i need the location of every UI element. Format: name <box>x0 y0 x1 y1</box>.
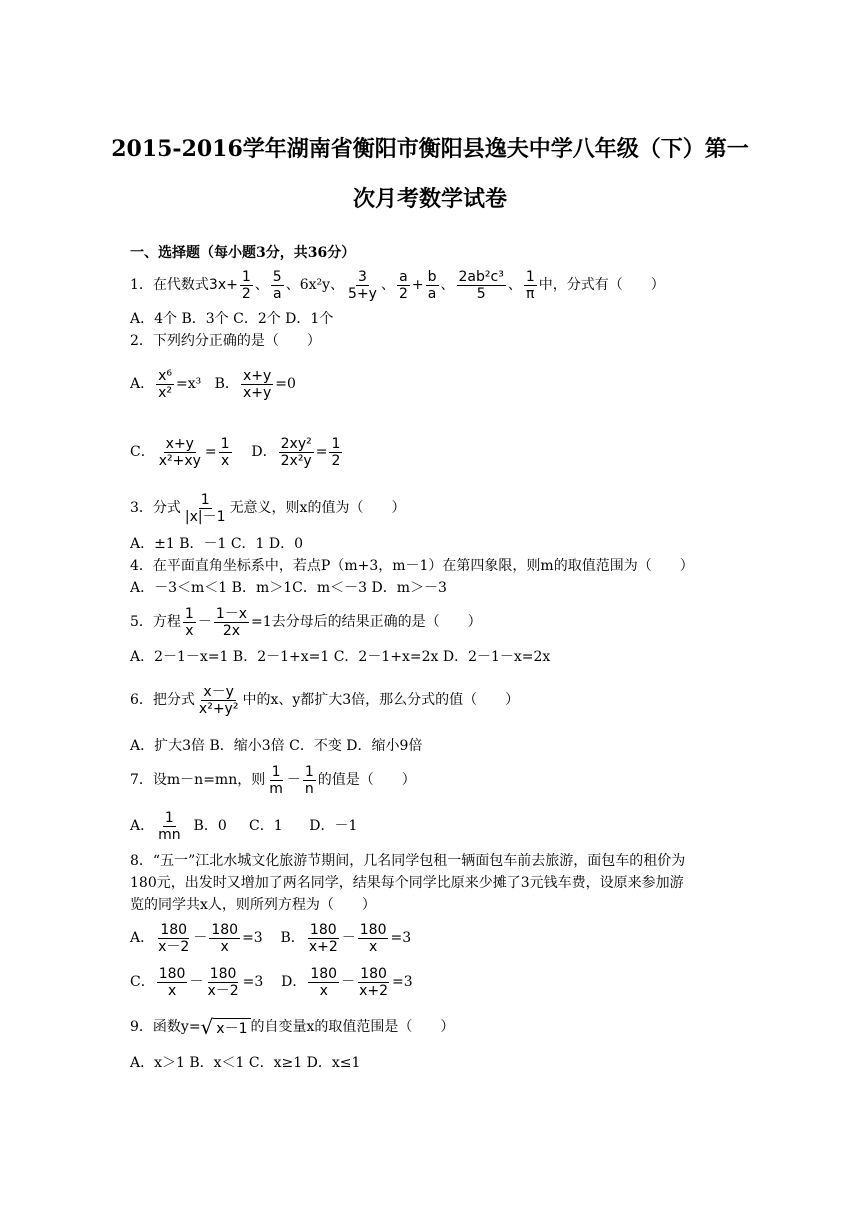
question-6: 6．把分式 $\frac{x-y}{\text{x²+y²}}$ 中的x、y都扩大3倍，那么分式的值（ ） <box>130 683 520 717</box>
section-heading: 一、选择题（每小题3分，共36分） <box>130 245 356 261</box>
q2-stem: 2．下列约分正确的是（ ） <box>130 333 321 349</box>
question-5: 5．方程 $\frac{1}{x}$ － $\frac{1-x}{2x}$ =1去分母后的结果正确的是（ ） <box>130 605 482 639</box>
exam-title-line1: 2015-2016学年湖南省衡阳市衡阳县逸夫中学八年级（下）第一 <box>111 136 749 162</box>
q1-options: A．4个 B．3个 C．2个 D．1个 <box>130 311 334 327</box>
q1-frac4b: $\frac{b}{a}$ <box>427 268 437 302</box>
q6-frac: $\frac{x-y}{\text{x²+y²}}$ <box>198 683 239 717</box>
q8-row-cd: C． $\frac{180}{x}$ － $\frac{180}{x-2}$ =3 D． $\frac{180}{x}$ － $\frac{180}{x+2}$ =3 <box>130 965 413 999</box>
q5-frac1: $\frac{1}{x}$ <box>184 605 194 639</box>
question-9: 9．函数y= √ x－1 的自变量x的取值范围是（ ） <box>130 1014 455 1039</box>
q2-row-ab: A． $\frac{\text{x⁶}}{\text{x²}}$ =x³ B． $\frac{x+y}{x+y}$ =0 <box>130 367 296 401</box>
q8-row-ab: A． $\frac{180}{x-2}$ － $\frac{180}{x}$ =3 B． $\frac{180}{x+2}$ － $\frac{180}{x}$ =3 <box>130 921 412 955</box>
q2-c-rhs: $\frac{1}{x}$ <box>220 435 230 469</box>
q1-frac3: $\frac{3}{5+y}$ <box>348 268 377 302</box>
q7-a-frac: $\frac{1}{mn}$ <box>158 809 181 843</box>
q2-b-frac: $\frac{x+y}{x+y}$ <box>242 367 272 401</box>
q2-row-cd: C． $\frac{x+y}{\text{x²+xy}}$ = $\frac{1}{x}$ D． $\frac{\text{2xy²}}{\text{2x²y}}$ = $\frac{1}{2}$ <box>130 435 341 469</box>
q9-options: A．x＞1 B．x＜1 C．x≥1 D．x≤1 <box>130 1055 361 1071</box>
q5-options: A．2－1－x=1 B．2－1+x=1 C．2－1+x=2x D．2－1－x=2x <box>130 649 551 665</box>
q3-frac: $\frac{1}{|x|-1}$ <box>184 491 226 525</box>
exam-title-line2: 次月考数学试卷 <box>352 186 507 212</box>
q2-d-rhs: $\frac{1}{2}$ <box>331 435 341 469</box>
question-3: 3．分式 $\frac{1}{|x|-1}$ 无意义，则x的值为（ ） <box>130 491 406 525</box>
question-1: 1．在代数式3x+ $\frac{1}{2}$ 、 $\frac{5}{a}$ 、6x²y、 $\frac{3}{5+y}$ 、 $\frac{a}{2}$ + $\frac{b}{a}$ 、 $\frac{\text{2ab²c³}}{5}$ 、 $\frac{1}{\pi}$ 中，分式有（ ） <box>130 268 665 302</box>
q1-prefix: 1．在代数式 <box>130 277 209 293</box>
question-7: 7．设m－n=mn，则 $\frac{1}{m}$ － $\frac{1}{n}$ 的值是（ ） <box>130 763 416 797</box>
q1-frac1: $\frac{1}{2}$ <box>241 268 251 302</box>
q1-expr1: 3x+ <box>208 277 238 293</box>
q8-line1: 8．“五一”江北水城文化旅游节期间，几名同学包租一辆面包车前去旅游，面包车的租价为 <box>130 853 686 869</box>
q1-tail: 中，分式有（ ） <box>538 277 665 293</box>
q7-frac1: $\frac{1}{m}$ <box>269 763 283 797</box>
q7-frac2: $\frac{1}{n}$ <box>304 763 314 797</box>
q4-options: A．－3＜m＜1 B．m＞1C．m＜－3 D．m＞－3 <box>130 580 447 596</box>
q6-options: A．扩大3倍 B．缩小3倍 C．不变 D．缩小9倍 <box>130 738 423 754</box>
q3-options: A．±1 B．－1 C．1 D．0 <box>130 536 304 552</box>
q1-frac4a: $\frac{a}{2}$ <box>398 268 408 302</box>
q8-line2: 180元，出发时又增加了两名同学，结果每个同学比原来少摊了3元钱车费，设原来参加游 <box>130 875 684 891</box>
q8-line3: 览的同学共x人，则所列方程为（ ） <box>130 897 376 913</box>
q2-a-frac: $\frac{\text{x⁶}}{\text{x²}}$ <box>158 367 173 401</box>
q1-frac2: $\frac{5}{a}$ <box>272 268 282 302</box>
q2-c-frac: $\frac{x+y}{\text{x²+xy}}$ <box>158 435 201 469</box>
q2-d-frac: $\frac{\text{2xy²}}{\text{2x²y}}$ <box>280 435 312 469</box>
q9-sqrt: √ x－1 <box>201 1016 251 1039</box>
q1-frac5: $\frac{\text{2ab²c³}}{5}$ <box>458 268 504 302</box>
q5-frac2: $\frac{1-x}{2x}$ <box>215 605 248 639</box>
q7-options: A． $\frac{1}{mn}$ B．0 C．1 D．－1 <box>130 809 358 843</box>
q4-stem: 4．在平面直角坐标系中，若点P（m+3，m－1）在第四象限，则m的取值范围为（ ） <box>130 558 694 574</box>
q1-frac6: $\frac{1}{\pi}$ <box>525 268 535 302</box>
